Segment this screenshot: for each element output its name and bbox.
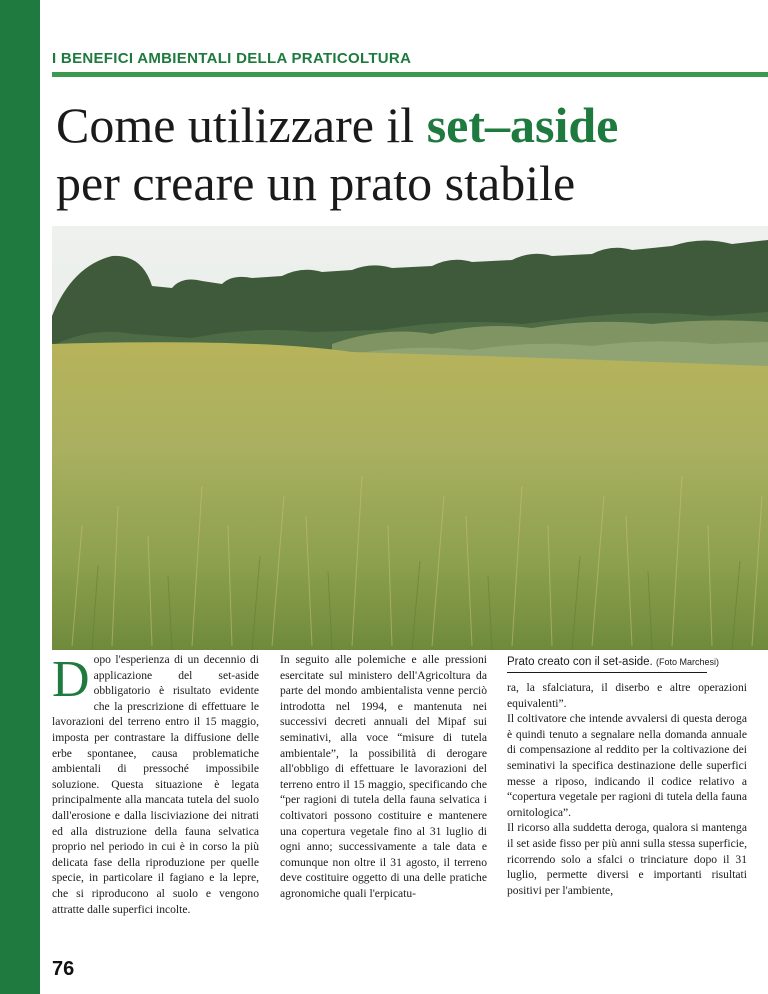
page-edge-bar xyxy=(0,0,40,994)
headline-part1: Come utilizzare il xyxy=(56,97,427,153)
drop-cap: D xyxy=(52,651,90,708)
body-text-col1: opo l'esperienza di un decennio di applicazione del set-aside obbligatorio è risultato evidente che la prescrizione di effettuare le lavorazioni del terreno entro il 15 maggio, imposta per contrastare la diffusione delle erbe spontanee, causa problematiche ambientali di pressoché impossibile soluzione. Questa situazione è legata principalmente alla mancata tutela del suolo dall'erosione e dalla lisciviazione dei nitrati ed alla distruzione della fauna selvatica proprio nel periodo in cui è in corso la più delicata fase della riproduzione per quelle specie, in particolare il fagiano e la lepre, che si riproducono al suolo e vengono attratte dalle superfici incolte. xyxy=(52,653,259,916)
body-text-col3-p2: Il coltivatore che intende avvalersi di questa deroga è quindi tenuto a segnalare nella domanda annuale di compensazione al reddito per la coltivazione dei seminativi la specifica destinazione delle superfici messe a riposo, indicando il codice relativo a “copertura vegetale per ragioni di tutela della fauna ornitologica”. xyxy=(507,712,747,819)
body-column-3 xyxy=(507,680,747,898)
section-divider xyxy=(52,72,768,77)
body-column-2 xyxy=(280,652,487,902)
article-headline xyxy=(56,96,618,212)
headline-accent: set–aside xyxy=(426,97,619,153)
caption-rule xyxy=(507,672,707,673)
body-column-1 xyxy=(52,652,259,917)
headline-line2: per creare un prato stabile xyxy=(56,155,576,211)
meadow-photo xyxy=(52,226,768,650)
body-text-col2: In seguito alle polemiche e alle pressioni esercitate sul ministero dell'Agricoltura da parte del mondo ambientalista venne perciò introdotta nel 1994, e mantenuta nei successivi decreti annuali del Mipaf sui seminativi, alla voce “misure di tutela ambientale”, la possibilità di derogare all'obbligo di effettuare le lavorazioni del terreno entro il 15 maggio, specificando che “per ragioni di tutela della fauna selvatica i coltivatori possono costituire e mantenere una copertura vegetale fino al 31 luglio di ogni anno; successivamente a tale data e comunque non oltre il 31 agosto, il terreno deve costituire oggetto di una delle pratiche agronomiche quali l'erpicatu- xyxy=(280,653,487,900)
body-text-col3-p3: Il ricorso alla suddetta deroga, qualora si mantenga il set aside fisso per più anni sulla stessa superficie, ricorrendo solo a sfalci o trinciature dopo il 31 luglio, permette diversi e importanti risultati positivi per l'ambiente, xyxy=(507,821,747,897)
photo-caption xyxy=(507,656,743,668)
caption-text: Prato creato con il set-aside. xyxy=(507,656,653,668)
page-number: 76 xyxy=(52,958,75,980)
section-label: I BENEFICI AMBIENTALI DELLA PRATICOLTURA xyxy=(52,50,412,67)
body-text-col3-p1: ra, la sfalciatura, il diserbo e altre operazioni equivalenti”. xyxy=(507,681,747,710)
photo-credit: (Foto Marchesi) xyxy=(655,657,719,667)
